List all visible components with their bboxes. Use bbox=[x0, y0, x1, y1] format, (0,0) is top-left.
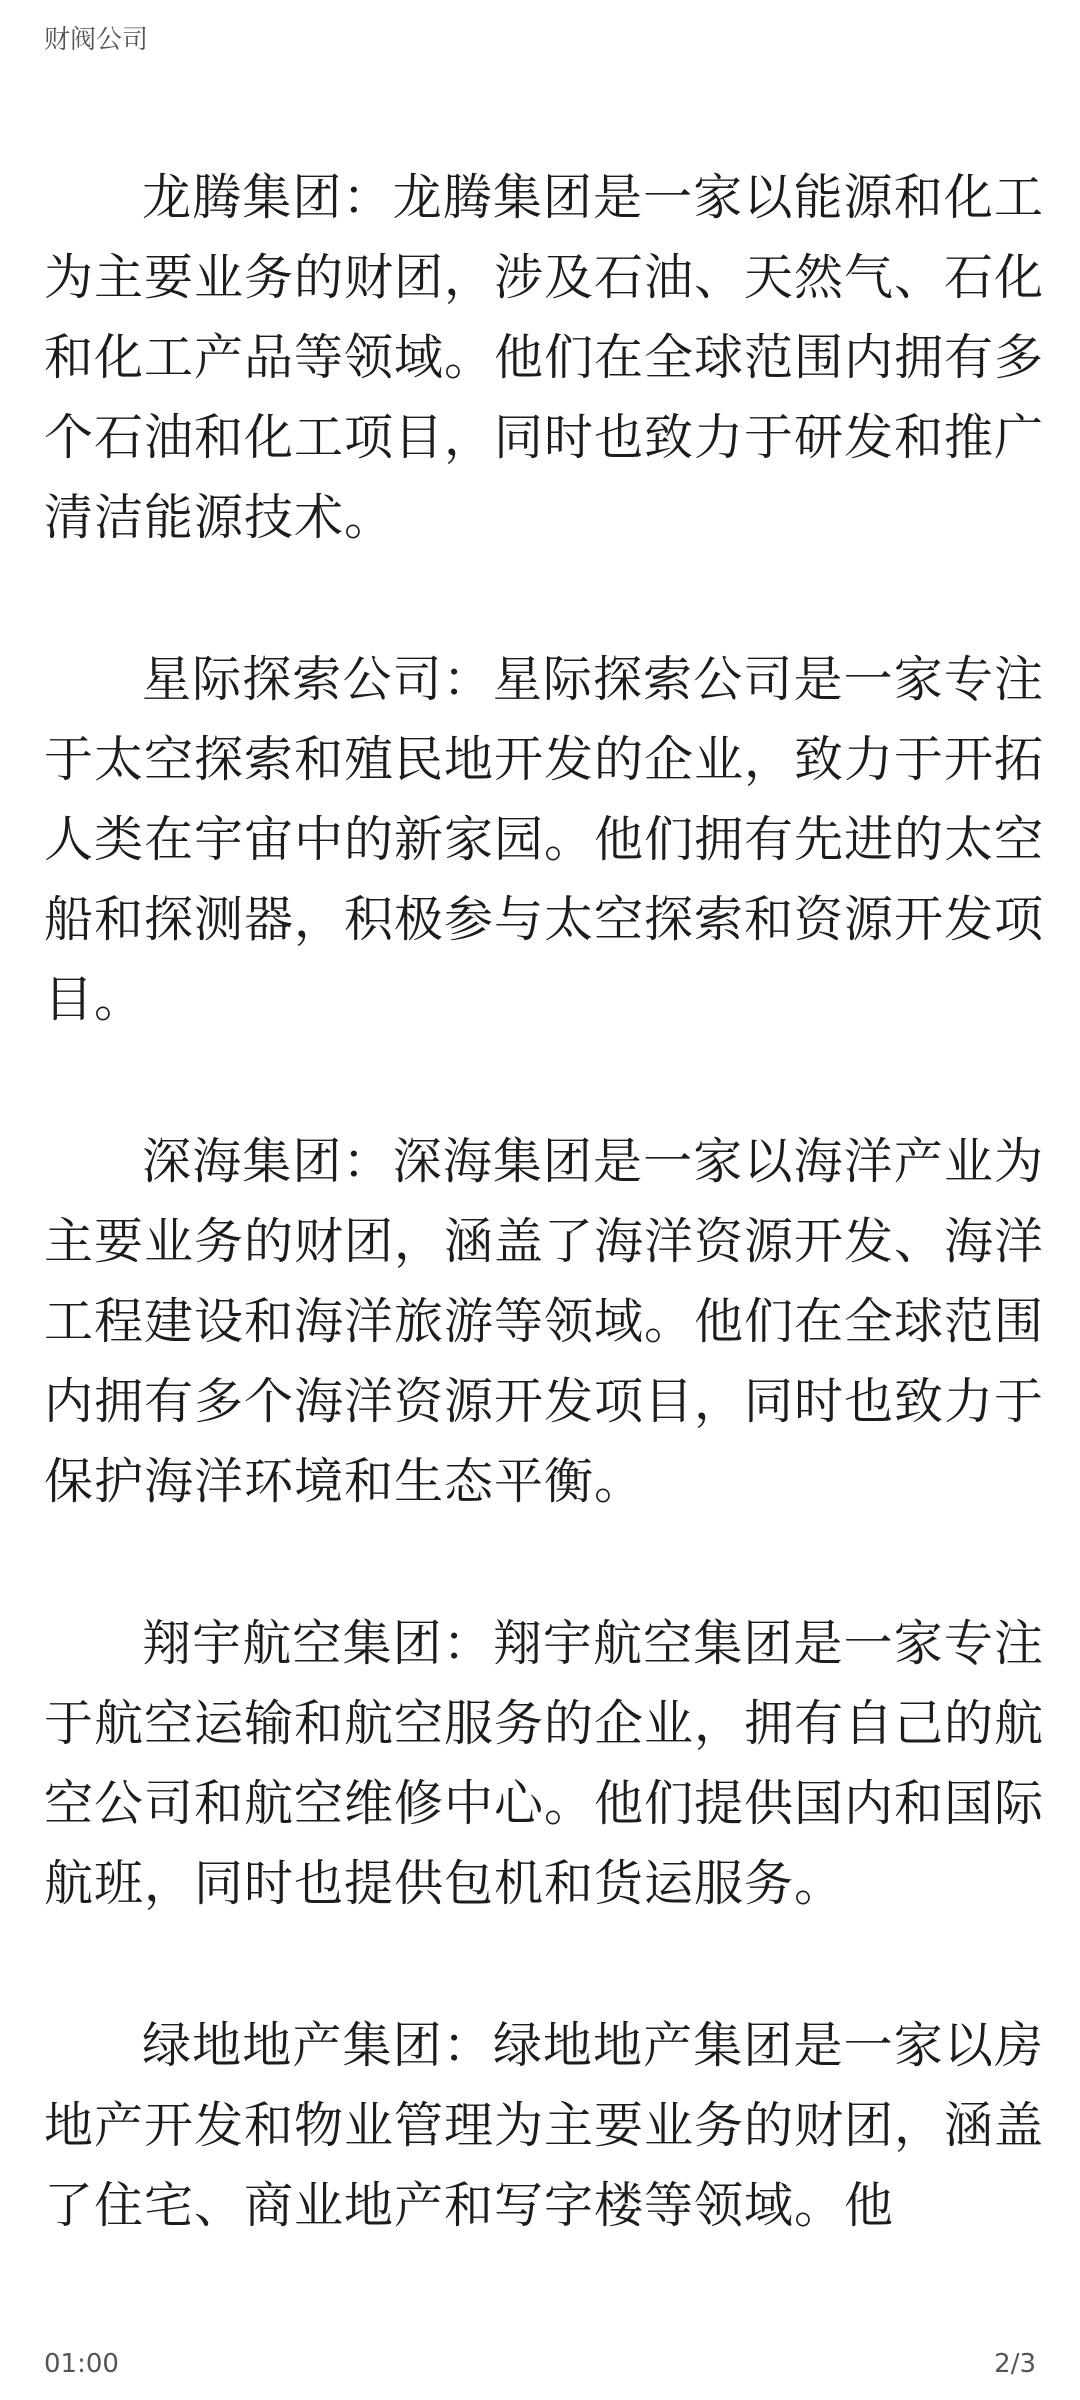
book-title: 财阀公司 bbox=[44, 25, 149, 55]
paragraph-xingji: 星际探索公司：星际探索公司是一家专注于太空探索和殖民地开发的企业，致力于开拓人类在宇宙中的新家园。他们拥有先进的太空船和探测器，积极参与太空探索和资源开发项目。 bbox=[44, 651, 1045, 1028]
paragraph-longteng: 龙腾集团：龙腾集团是一家以能源和化工为主要业务的财团，涉及石油、天然气、石化和化工产品等领域。他们在全球范围内拥有多个石油和化工项目，同时也致力于研发和推广清洁能源技术。 bbox=[44, 169, 1045, 546]
paragraph-xiangyu: 翔宇航空集团：翔宇航空集团是一家专注于航空运输和航空服务的企业，拥有自己的航空公司和航空维修中心。他们提供国内和国际航班，同时也提供包机和货运服务。 bbox=[44, 1615, 1045, 1912]
page-indicator: 2/3 bbox=[994, 2349, 1036, 2379]
reader-footer bbox=[44, 2344, 1036, 2384]
paragraph-shenhai: 深海集团：深海集团是一家以海洋产业为主要业务的财团，涵盖了海洋资源开发、海洋工程建设和海洋旅游等领域。他们在全球范围内拥有多个海洋资源开发项目，同时也致力于保护海洋环境和生态平衡。 bbox=[44, 1133, 1045, 1510]
reader-content[interactable] bbox=[44, 158, 1044, 2328]
clock-time: 01:00 bbox=[44, 2349, 119, 2379]
paragraph-lvdi: 绿地地产集团：绿地地产集团是一家以房地产开发和物业管理为主要业务的财团，涵盖了住宅、商业地产和写字楼等领域。他 bbox=[44, 2017, 1045, 2234]
